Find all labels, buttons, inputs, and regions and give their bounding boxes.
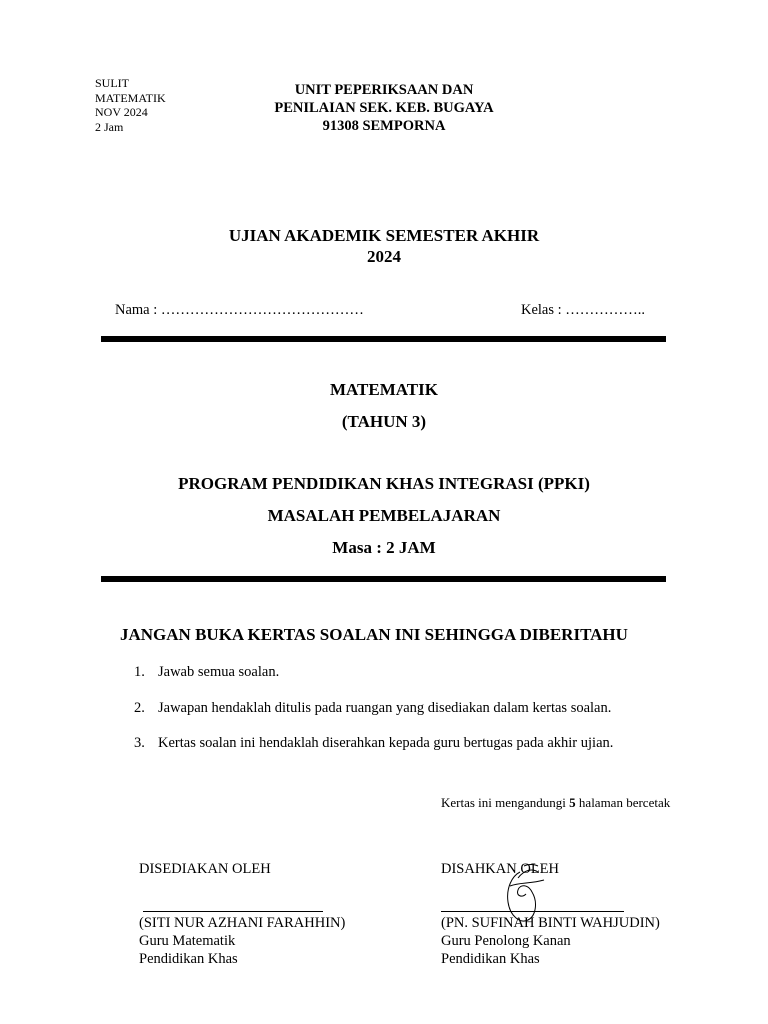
instruction-text: Jawab semua soalan. [158,664,280,680]
school-line-2: PENILAIAN SEK. KEB. BUGAYA [274,100,494,116]
instruction-item [134,664,613,700]
exam-duration: 2 Jam [95,119,124,134]
pages-note-prefix: Kertas ini mengandungi [441,795,570,810]
exam-title-text: UJIAN AKADEMIK SEMESTER AKHIR [228,226,540,245]
name-field[interactable]: Nama : …………………………………… [115,302,364,318]
approver-role: Guru Penolong Kanan [441,933,571,949]
prepared-signature-line [143,911,323,912]
instruction-item [134,735,613,771]
program-name: PROGRAM PENDIDIKAN KHAS INTEGRASI (PPKI) [178,474,590,493]
class-field[interactable]: Kelas : …………….. [521,302,646,318]
preparer-department: Pendidikan Khas [139,951,238,967]
subject-grade: (TAHUN 3) [341,412,427,431]
subject-label: MATEMATIK [95,90,166,105]
program-category: MASALAH PEMBELAJARAN [267,506,501,525]
preparer-role: Guru Matematik [139,933,236,949]
preparer-name: (SITI NUR AZHANI FARAHHIN) [139,915,346,931]
exam-date: NOV 2024 [95,105,148,119]
prepared-by-block [139,914,345,968]
subject-name: MATEMATIK [330,380,438,399]
approver-department: Pendidikan Khas [441,951,540,967]
divider-top [101,336,666,342]
exam-year: 2024 [367,247,401,266]
exam-time: Masa : 2 JAM [332,538,436,557]
instructions-list [134,664,613,771]
prepared-by-label: DISEDIAKAN OLEH [139,861,271,877]
school-header [0,81,768,135]
confidential-label: SULIT [95,76,129,90]
page-count: 5 [569,795,576,810]
instruction-text: Jawapan hendaklah ditulis pada ruangan yang disediakan dalam kertas soalan. [158,699,612,716]
approved-by-label: DISAHKAN OLEH [441,861,560,877]
instruction-number: 2. [134,699,145,716]
school-line-3: 91308 SEMPORNA [322,118,446,134]
divider-bottom [101,576,666,582]
instruction-number: 1. [134,664,145,680]
instruction-item [134,700,613,736]
pages-note-suffix: halaman bercetak [575,795,671,810]
school-line-1: UNIT PEPERIKSAAN DAN [294,82,474,98]
pages-note [441,795,670,811]
warning-text: JANGAN BUKA KERTAS SOALAN INI SEHINGGA DIBERITAHU [120,625,628,644]
instruction-text: Kertas soalan ini hendaklah diserahkan kepada guru bertugas pada akhir ujian. [158,735,614,751]
approver-name: (PN. SUFINAH BINTI WAHJUDIN) [441,915,660,931]
instruction-number: 3. [134,735,145,751]
exam-title [0,225,768,267]
approved-by-block [441,914,660,968]
